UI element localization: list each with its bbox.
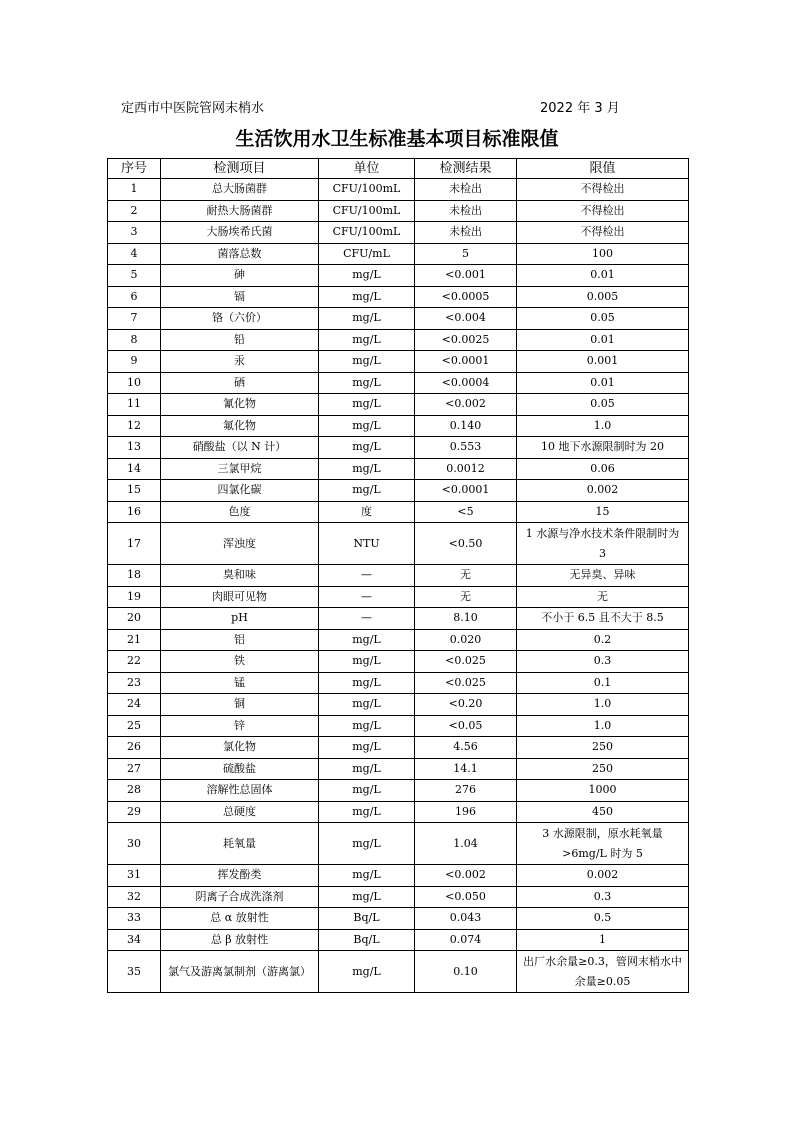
test-result-cell: <0.025 xyxy=(415,651,517,673)
row-index-cell: 10 xyxy=(108,372,161,394)
unit-cell: mg/L xyxy=(319,458,415,480)
test-result-cell: 未检出 xyxy=(415,179,517,201)
unit-cell: mg/L xyxy=(319,651,415,673)
table-row xyxy=(108,308,689,330)
table-row xyxy=(108,586,689,608)
test-result-cell: 0.553 xyxy=(415,437,517,459)
test-item-cell: 硫酸盐 xyxy=(161,758,319,780)
row-index-cell: 31 xyxy=(108,865,161,887)
test-result-cell: <0.0001 xyxy=(415,480,517,502)
test-result-cell: 0.10 xyxy=(415,951,517,993)
table-row xyxy=(108,351,689,373)
test-result-cell: <0.004 xyxy=(415,308,517,330)
row-index-cell: 15 xyxy=(108,480,161,502)
unit-cell: CFU/mL xyxy=(319,243,415,265)
limit-value-cell: 450 xyxy=(517,801,689,823)
test-result-cell: <0.002 xyxy=(415,865,517,887)
unit-cell: mg/L xyxy=(319,372,415,394)
limit-value-cell: 3 水源限制，原水耗氧量>6mg/L 时为 5 xyxy=(517,823,689,865)
test-item-cell: 总 β 放射性 xyxy=(161,929,319,951)
test-result-cell: <0.002 xyxy=(415,394,517,416)
unit-cell: Bq/L xyxy=(319,908,415,930)
unit-cell: mg/L xyxy=(319,329,415,351)
limit-value-cell: 250 xyxy=(517,737,689,759)
unit-cell: mg/L xyxy=(319,629,415,651)
row-index-cell: 16 xyxy=(108,501,161,523)
table-row xyxy=(108,415,689,437)
row-index-cell: 33 xyxy=(108,908,161,930)
test-item-cell: 氯气及游离氯制剂（游离氯） xyxy=(161,951,319,993)
table-row xyxy=(108,929,689,951)
table-row xyxy=(108,523,689,565)
column-header-limit: 限值 xyxy=(517,159,689,179)
row-index-cell: 9 xyxy=(108,351,161,373)
limit-value-cell: 0.06 xyxy=(517,458,689,480)
row-index-cell: 17 xyxy=(108,523,161,565)
table-row xyxy=(108,886,689,908)
unit-cell: mg/L xyxy=(319,823,415,865)
row-index-cell: 32 xyxy=(108,886,161,908)
table-row xyxy=(108,480,689,502)
row-index-cell: 7 xyxy=(108,308,161,330)
row-index-cell: 1 xyxy=(108,179,161,201)
test-item-cell: 硝酸盐（以 N 计） xyxy=(161,437,319,459)
row-index-cell: 11 xyxy=(108,394,161,416)
table-header-row xyxy=(108,159,689,179)
table-row xyxy=(108,908,689,930)
test-result-cell: 4.56 xyxy=(415,737,517,759)
row-index-cell: 14 xyxy=(108,458,161,480)
test-item-cell: 铜 xyxy=(161,694,319,716)
test-result-cell: <0.025 xyxy=(415,672,517,694)
limit-value-cell: 0.3 xyxy=(517,651,689,673)
limit-value-cell: 1.0 xyxy=(517,415,689,437)
table-body xyxy=(108,179,689,993)
unit-cell: mg/L xyxy=(319,437,415,459)
page-title: 生活饮用水卫生标准基本项目标准限值 xyxy=(235,128,559,150)
row-index-cell: 30 xyxy=(108,823,161,865)
test-item-cell: 菌落总数 xyxy=(161,243,319,265)
test-result-cell: <0.0004 xyxy=(415,372,517,394)
limit-value-cell: 0.01 xyxy=(517,329,689,351)
test-result-cell: <0.0025 xyxy=(415,329,517,351)
limit-value-cell: 0.1 xyxy=(517,672,689,694)
test-item-cell: 挥发酚类 xyxy=(161,865,319,887)
test-item-cell: 铬（六价） xyxy=(161,308,319,330)
row-index-cell: 26 xyxy=(108,737,161,759)
table-row xyxy=(108,458,689,480)
test-result-cell: 0.043 xyxy=(415,908,517,930)
row-index-cell: 5 xyxy=(108,265,161,287)
test-item-cell: 阴离子合成洗涤剂 xyxy=(161,886,319,908)
test-item-cell: pH xyxy=(161,608,319,630)
table-row xyxy=(108,951,689,993)
test-item-cell: 耗氧量 xyxy=(161,823,319,865)
limit-value-cell: 0.05 xyxy=(517,394,689,416)
limit-value-cell: 0.005 xyxy=(517,286,689,308)
test-item-cell: 氰化物 xyxy=(161,394,319,416)
row-index-cell: 24 xyxy=(108,694,161,716)
unit-cell: mg/L xyxy=(319,715,415,737)
test-item-cell: 汞 xyxy=(161,351,319,373)
test-result-cell: 无 xyxy=(415,565,517,587)
row-index-cell: 23 xyxy=(108,672,161,694)
unit-cell: CFU/100mL xyxy=(319,200,415,222)
row-index-cell: 28 xyxy=(108,780,161,802)
test-item-cell: 臭和味 xyxy=(161,565,319,587)
test-result-cell: 未检出 xyxy=(415,222,517,244)
limit-value-cell: 0.01 xyxy=(517,265,689,287)
test-result-cell: 0.140 xyxy=(415,415,517,437)
unit-cell: mg/L xyxy=(319,394,415,416)
unit-cell: — xyxy=(319,586,415,608)
unit-cell: mg/L xyxy=(319,308,415,330)
unit-cell: mg/L xyxy=(319,265,415,287)
table-row xyxy=(108,565,689,587)
test-item-cell: 总 α 放射性 xyxy=(161,908,319,930)
limit-value-cell: 100 xyxy=(517,243,689,265)
column-header-index: 序号 xyxy=(108,159,161,179)
unit-cell: mg/L xyxy=(319,737,415,759)
unit-cell: mg/L xyxy=(319,780,415,802)
row-index-cell: 3 xyxy=(108,222,161,244)
row-index-cell: 12 xyxy=(108,415,161,437)
unit-cell: CFU/100mL xyxy=(319,179,415,201)
limit-value-cell: 0.05 xyxy=(517,308,689,330)
unit-cell: CFU/100mL xyxy=(319,222,415,244)
limit-value-cell: 1 xyxy=(517,929,689,951)
limit-value-cell: 250 xyxy=(517,758,689,780)
limit-value-cell: 0.5 xyxy=(517,908,689,930)
test-result-cell: 0.074 xyxy=(415,929,517,951)
test-item-cell: 四氯化碳 xyxy=(161,480,319,502)
header-organization: 定西市中医院管网末梢水 xyxy=(121,101,265,116)
limit-value-cell: 1.0 xyxy=(517,694,689,716)
test-item-cell: 锰 xyxy=(161,672,319,694)
test-item-cell: 砷 xyxy=(161,265,319,287)
test-item-cell: 氯化物 xyxy=(161,737,319,759)
table-row xyxy=(108,501,689,523)
test-result-cell: <0.0005 xyxy=(415,286,517,308)
test-result-cell: 1.04 xyxy=(415,823,517,865)
table-row xyxy=(108,629,689,651)
unit-cell: mg/L xyxy=(319,801,415,823)
table-row xyxy=(108,737,689,759)
test-item-cell: 浑浊度 xyxy=(161,523,319,565)
table-row xyxy=(108,179,689,201)
table-row xyxy=(108,394,689,416)
unit-cell: — xyxy=(319,565,415,587)
test-item-cell: 肉眼可见物 xyxy=(161,586,319,608)
test-result-cell: <5 xyxy=(415,501,517,523)
limit-value-cell: 0.01 xyxy=(517,372,689,394)
test-result-cell: 5 xyxy=(415,243,517,265)
table-row xyxy=(108,222,689,244)
unit-cell: — xyxy=(319,608,415,630)
unit-cell: mg/L xyxy=(319,865,415,887)
row-index-cell: 19 xyxy=(108,586,161,608)
test-item-cell: 铅 xyxy=(161,329,319,351)
unit-cell: mg/L xyxy=(319,415,415,437)
test-result-cell: 未检出 xyxy=(415,200,517,222)
table-row xyxy=(108,329,689,351)
table-row xyxy=(108,437,689,459)
table-row xyxy=(108,780,689,802)
test-result-cell: <0.05 xyxy=(415,715,517,737)
test-item-cell: 镉 xyxy=(161,286,319,308)
test-result-cell: 14.1 xyxy=(415,758,517,780)
limit-value-cell: 不得检出 xyxy=(517,179,689,201)
unit-cell: NTU xyxy=(319,523,415,565)
test-item-cell: 耐热大肠菌群 xyxy=(161,200,319,222)
test-item-cell: 大肠埃希氏菌 xyxy=(161,222,319,244)
row-index-cell: 27 xyxy=(108,758,161,780)
test-item-cell: 氟化物 xyxy=(161,415,319,437)
row-index-cell: 8 xyxy=(108,329,161,351)
test-result-cell: 8.10 xyxy=(415,608,517,630)
row-index-cell: 29 xyxy=(108,801,161,823)
table-row xyxy=(108,608,689,630)
limit-value-cell: 不得检出 xyxy=(517,222,689,244)
row-index-cell: 21 xyxy=(108,629,161,651)
test-item-cell: 总大肠菌群 xyxy=(161,179,319,201)
table-row xyxy=(108,823,689,865)
unit-cell: mg/L xyxy=(319,694,415,716)
table-row xyxy=(108,265,689,287)
limit-value-cell: 0.001 xyxy=(517,351,689,373)
limit-value-cell: 15 xyxy=(517,501,689,523)
unit-cell: 度 xyxy=(319,501,415,523)
row-index-cell: 25 xyxy=(108,715,161,737)
column-header-unit: 单位 xyxy=(319,159,415,179)
standards-table xyxy=(107,158,689,993)
table-row xyxy=(108,286,689,308)
test-result-cell: 0.0012 xyxy=(415,458,517,480)
test-result-cell: 无 xyxy=(415,586,517,608)
unit-cell: mg/L xyxy=(319,951,415,993)
limit-value-cell: 不得检出 xyxy=(517,200,689,222)
test-item-cell: 锌 xyxy=(161,715,319,737)
test-item-cell: 三氯甲烷 xyxy=(161,458,319,480)
row-index-cell: 34 xyxy=(108,929,161,951)
limit-value-cell: 0.002 xyxy=(517,480,689,502)
column-header-item: 检测项目 xyxy=(161,159,319,179)
row-index-cell: 13 xyxy=(108,437,161,459)
table-row xyxy=(108,372,689,394)
column-header-result: 检测结果 xyxy=(415,159,517,179)
limit-value-cell: 0.2 xyxy=(517,629,689,651)
test-result-cell: 196 xyxy=(415,801,517,823)
limit-value-cell: 无 xyxy=(517,586,689,608)
limit-value-cell: 10 地下水源限制时为 20 xyxy=(517,437,689,459)
table-row xyxy=(108,694,689,716)
test-item-cell: 铝 xyxy=(161,629,319,651)
test-item-cell: 硒 xyxy=(161,372,319,394)
unit-cell: mg/L xyxy=(319,286,415,308)
limit-value-cell: 无异臭、异味 xyxy=(517,565,689,587)
test-result-cell: <0.001 xyxy=(415,265,517,287)
test-result-cell: <0.20 xyxy=(415,694,517,716)
unit-cell: mg/L xyxy=(319,672,415,694)
test-result-cell: 0.020 xyxy=(415,629,517,651)
test-item-cell: 铁 xyxy=(161,651,319,673)
row-index-cell: 35 xyxy=(108,951,161,993)
header-date: 2022 年 3 月 xyxy=(540,101,620,116)
test-item-cell: 总硬度 xyxy=(161,801,319,823)
test-item-cell: 色度 xyxy=(161,501,319,523)
table-row xyxy=(108,200,689,222)
test-item-cell: 溶解性总固体 xyxy=(161,780,319,802)
unit-cell: mg/L xyxy=(319,480,415,502)
table-row xyxy=(108,243,689,265)
limit-value-cell: 1 水源与净水技术条件限制时为 3 xyxy=(517,523,689,565)
limit-value-cell: 1000 xyxy=(517,780,689,802)
test-result-cell: 276 xyxy=(415,780,517,802)
table-row xyxy=(108,865,689,887)
table-row xyxy=(108,758,689,780)
test-result-cell: <0.50 xyxy=(415,523,517,565)
row-index-cell: 4 xyxy=(108,243,161,265)
limit-value-cell: 0.3 xyxy=(517,886,689,908)
unit-cell: mg/L xyxy=(319,351,415,373)
limit-value-cell: 0.002 xyxy=(517,865,689,887)
unit-cell: Bq/L xyxy=(319,929,415,951)
row-index-cell: 20 xyxy=(108,608,161,630)
table-row xyxy=(108,715,689,737)
test-result-cell: <0.050 xyxy=(415,886,517,908)
test-result-cell: <0.0001 xyxy=(415,351,517,373)
row-index-cell: 2 xyxy=(108,200,161,222)
table-row xyxy=(108,801,689,823)
table-row xyxy=(108,672,689,694)
unit-cell: mg/L xyxy=(319,758,415,780)
limit-value-cell: 出厂水余量≥0.3，管网末梢水中余量≥0.05 xyxy=(517,951,689,993)
limit-value-cell: 不小于 6.5 且不大于 8.5 xyxy=(517,608,689,630)
table-row xyxy=(108,651,689,673)
row-index-cell: 22 xyxy=(108,651,161,673)
row-index-cell: 6 xyxy=(108,286,161,308)
row-index-cell: 18 xyxy=(108,565,161,587)
limit-value-cell: 1.0 xyxy=(517,715,689,737)
unit-cell: mg/L xyxy=(319,886,415,908)
